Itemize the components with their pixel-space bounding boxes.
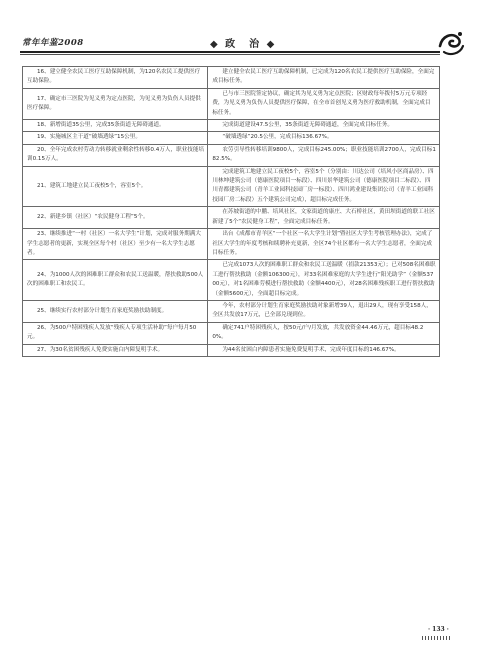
table-row	[23, 166, 440, 207]
task-cell: 16、建立健全农民工医疗互助保障机制，为120名农民工提供医疗互助保险。	[23, 67, 208, 89]
result-cell: 农劳引导性转移培训9800人，完成目标245.00%；职业技能培训2700人，完成目标182.5%。	[208, 144, 440, 166]
task-cell: 22、新建乡镇（社区）“农民健身工程”5个。	[23, 207, 208, 229]
task-cell: 24、为1000人次的困难职工群众和农民工送温暖，帮扶救助500人次的困难职工和农民工。	[23, 260, 208, 301]
page-number: · 133 ·	[428, 626, 449, 633]
result-cell: 完成建筑工地建立民工夜校5个，容室5个（分别由：川达公司（培风小区商品房）、四川林坤建筑公司（德康医院项目一标段）、四川景华建筑公司（德康医院项目二标段）、四川青都建筑公司（青羊工业园科技园厂房一标段）、四川鸿业建设集团公司（青羊工业园科技园厂房二标段）五个建筑公司完成），超目标完成任务。	[208, 166, 440, 207]
table-row	[23, 132, 440, 144]
yearbook-title: 常年年鉴2008	[22, 38, 84, 48]
task-cell: 27、为30名贫困残疾人免费实施白内障复明手术。	[23, 344, 208, 356]
result-cell: 在苏坡街道的中鹏、培风社区，文家街道的康庄、大石桥社区，黄田坝街道的联工社区新建了5个“农民健身工程”，全面完成目标任务。	[208, 207, 440, 229]
task-cell: 19、实施城区主干道“破墙透绿”15公里。	[23, 132, 208, 144]
result-cell: 出台《成都市青羊区“一个社区一名大学生计划”暨社区大学生考核管理办法》，完成了社区大学生的年度考核和续聘补充更新，全区74个社区都有一名大学生志愿者，全面完成目标任务。	[208, 229, 440, 260]
task-cell: 26、为500户特困残疾人发放“残疾人专项生活补助”每户每月50元。	[23, 322, 208, 344]
table-row	[23, 260, 440, 301]
result-cell: 确定741户特困残疾人，按50元/户/月发放，共发放资金44.46万元，超目标48.20%。	[208, 322, 440, 344]
table-row	[23, 88, 440, 119]
result-cell: 今年，农村部分计划生育家庭奖励扶助对象新增39人，退出29人，现有享受158人，全区共发放17万元，已全部兑现到位。	[208, 300, 440, 322]
yearbook-logo-icon	[436, 28, 466, 58]
table-row	[23, 207, 440, 229]
task-cell: 17、确定市三医院为见义勇为定点医院，为见义勇为负伤人员提供医疗保障。	[23, 88, 208, 119]
result-cell: 已与市三医院签定协议，确定其为见义勇为定点医院；区财政每年拨付5万元专项经费，为见义勇为负伤人员提供医疗保障，在全市首创见义勇为医疗救助机制，全面完成目标任务。	[208, 88, 440, 119]
result-cell: “破墙透绿”20.5公里，完成目标136.67%。	[208, 132, 440, 144]
table-row	[23, 67, 440, 89]
table-row	[23, 300, 440, 322]
result-cell: 已完成1073人次的困难职工群众和农民工送温暖（捐款21353元）；已对508名困难职工进行帮扶救助（金额106300元），对33名困难家庭的大学生进行“阳光助学”（金额53700元），对1名困难劳模进行帮扶救助（金额4400元），对28名困难残疾职工进行帮扶救助（金额5600元），全面超目标完成。	[208, 260, 440, 301]
task-cell: 23、继续推进“一村（社区）一名大学生”计划，完成对服务期满大学生志愿者的更新，实现全区每个村（社区）至少有一名大学生志愿者。	[23, 229, 208, 260]
table-row	[23, 344, 440, 356]
table-row	[23, 120, 440, 132]
table-row	[23, 229, 440, 260]
header-rule-thin	[20, 54, 440, 55]
task-cell: 20、全年完成农村劳动力转移就业剩余性转移0.4万人，职业技能培训0.15万人。	[23, 144, 208, 166]
result-cell: 建立健全农民工医疗互助保障机制，已完成为120名农民工提供医疗互助保险，全面完成目标任务。	[208, 67, 440, 89]
header-rule	[20, 51, 440, 53]
page-header	[20, 34, 440, 54]
task-cell: 25、继续实行农村部分计划生育家庭奖励扶助制度。	[23, 300, 208, 322]
section-title: ◆ 政 治 ◆	[210, 39, 277, 50]
task-cell: 21、建筑工地建立民工夜校5个，容室5个。	[23, 166, 208, 207]
table-row	[23, 322, 440, 344]
task-completion-table	[22, 66, 440, 357]
footer-dotted-rule	[422, 636, 450, 640]
task-cell: 18、新增街道35公里，完成35条街道无障碍通道。	[23, 120, 208, 132]
result-cell: 完成街道建设47.5公里，35条街道无障碍通道，全面完成目标任务。	[208, 120, 440, 132]
result-cell: 为44名贫困白内障患者实施免费复明手术，完成年度目标的146.67%。	[208, 344, 440, 356]
table-row	[23, 144, 440, 166]
